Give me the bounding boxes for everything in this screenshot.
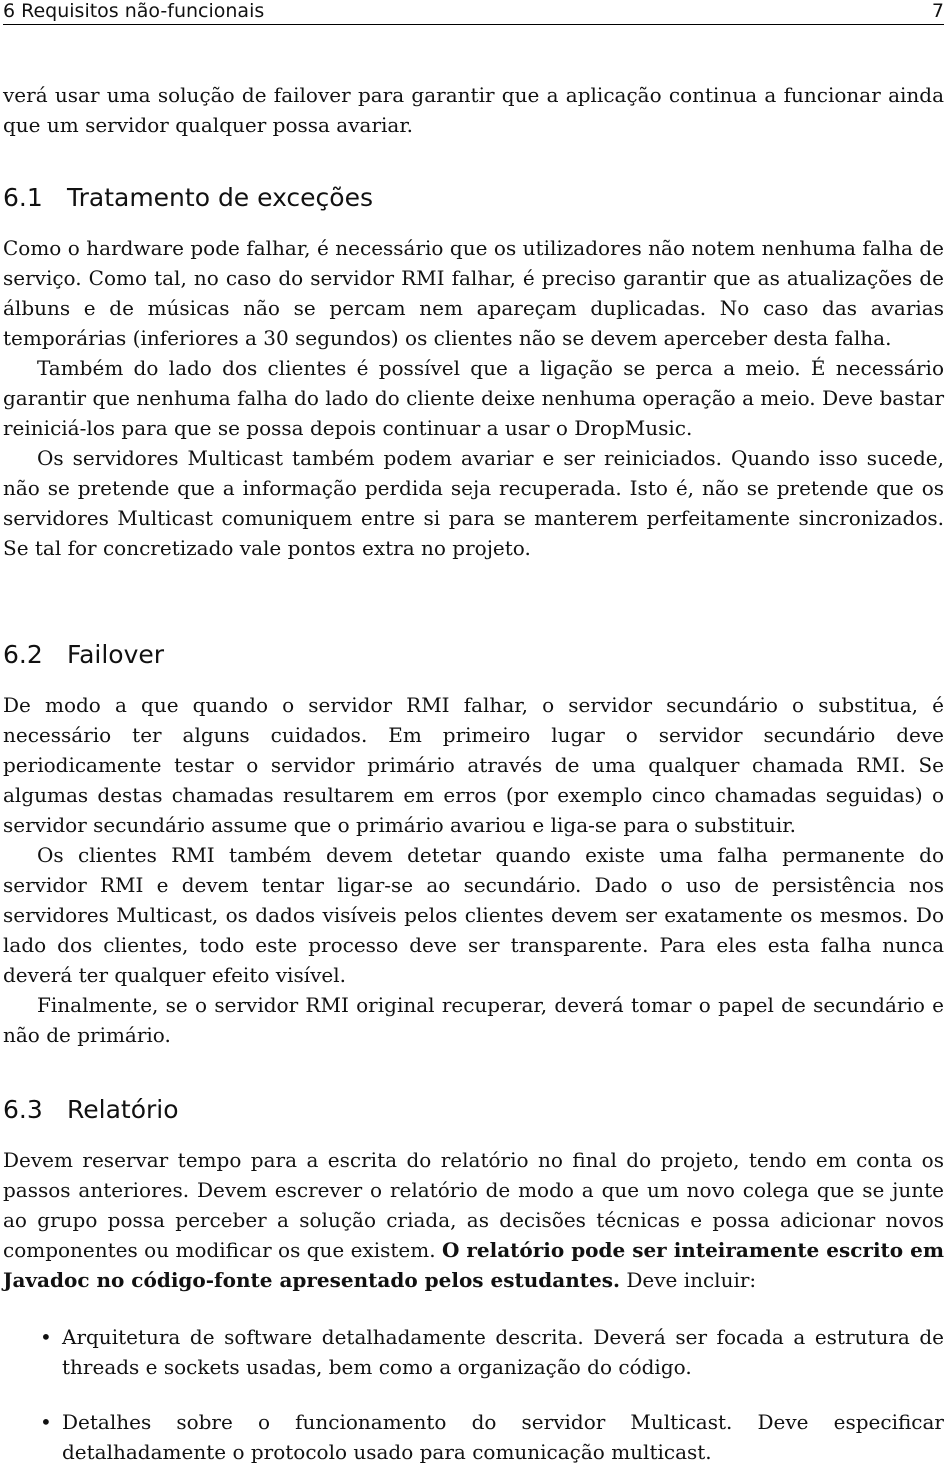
paragraph	[3, 1145, 944, 1295]
list-item	[3, 1407, 944, 1467]
section-title: Tratamento de exceções	[67, 183, 374, 212]
section-body-6-3	[3, 1145, 944, 1295]
section-number: 6.1	[3, 183, 43, 212]
intro-block	[3, 80, 944, 140]
list-item-text: Detalhes sobre o funcionamento do servidor Multicast. Deve especificar detalhadamente o protocolo usado para comunicação multicast.	[62, 1410, 944, 1464]
page-number: 7	[931, 0, 944, 22]
paragraph: Também do lado dos clientes é possível que a ligação se perca a meio. É necessário garantir que nenhuma falha do lado do cliente deixe nenhuma operação a meio. Deve bastar reiniciá-los para que se possa depois continuar a usar o DropMusic.	[3, 356, 944, 440]
paragraph: Finalmente, se o servidor RMI original recuperar, deverá tomar o papel de secundário e não de primário.	[3, 993, 944, 1047]
list-item	[3, 1322, 944, 1382]
section-title: Failover	[67, 640, 165, 669]
bullet-list	[3, 1322, 944, 1467]
list-item-text: Arquitetura de software detalhadamente descrita. Deverá ser focada a estrutura de threads e sockets usadas, bem como a organização do código.	[62, 1325, 944, 1379]
section-number: 6.2	[3, 640, 43, 669]
chapter-title: 6 Requisitos não-funcionais	[3, 0, 265, 22]
section-title: Relatório	[67, 1095, 179, 1124]
section-heading-6-1	[3, 183, 373, 213]
paragraph: Como o hardware pode falhar, é necessário que os utilizadores não notem nenhuma falha de serviço. Como tal, no caso do servidor RMI falhar, é preciso garantir que as atualizações de álbuns e de músicas não se percam nem apareçam duplicadas. No caso das avarias temporárias (inferiores a 30 segundos) os clientes não se devem aperceber desta falha.	[3, 236, 944, 350]
bullet-icon: •	[40, 1325, 52, 1349]
bullet-icon: •	[40, 1410, 52, 1434]
paragraph-text: Devem reservar tempo para a escrita do relatório no final do projeto, tendo em conta os passos anteriores. Devem escrever o relatório de modo a que um novo colega que se junte ao grupo possa perceber a solução criada, as decisões técnicas e possa adicionar novos componentes ou modificar os que existem.	[3, 1148, 944, 1262]
intro-paragraph: verá usar uma solução de failover para garantir que a aplicação continua a funcionar ainda que um servidor qualquer possa avariar.	[3, 83, 944, 137]
running-header	[3, 0, 944, 25]
section-body-6-1	[3, 233, 944, 563]
paragraph-bold-text: O relatório pode ser inteiramente escrito em Javadoc no código-fonte apresentado pelos estudantes.	[3, 1238, 944, 1292]
section-heading-6-3	[3, 1095, 179, 1125]
section-heading-6-2	[3, 640, 164, 670]
section-number: 6.3	[3, 1095, 43, 1124]
paragraph-text: Deve incluir:	[619, 1268, 757, 1292]
paragraph: Os clientes RMI também devem detetar quando existe uma falha permanente do servidor RMI e devem tentar ligar-se ao secundário. Dado o uso de persistência nos servidores Multicast, os dados visíveis pelos clientes devem ser exatamente os mesmos. Do lado dos clientes, todo este processo deve ser transparente. Para eles esta falha nunca deverá ter qualquer efeito visível.	[3, 843, 944, 987]
section-body-6-2	[3, 690, 944, 1050]
paragraph: De modo a que quando o servidor RMI falhar, o servidor secundário o substitua, é necessário ter alguns cuidados. Em primeiro lugar o servidor secundário deve periodicamente testar o servidor primário através de uma qualquer chamada RMI. Se algumas destas chamadas resultarem em erros (por exemplo cinco chamadas seguidas) o servidor secundário assume que o primário avariou e liga-se para o substituir.	[3, 693, 944, 837]
paragraph: Os servidores Multicast também podem avariar e ser reiniciados. Quando isso sucede, não se pretende que a informação perdida seja recuperada. Isto é, não se pretende que os servidores Multicast comuniquem entre si para se manterem perfeitamente sincronizados. Se tal for concretizado vale pontos extra no projeto.	[3, 446, 944, 560]
